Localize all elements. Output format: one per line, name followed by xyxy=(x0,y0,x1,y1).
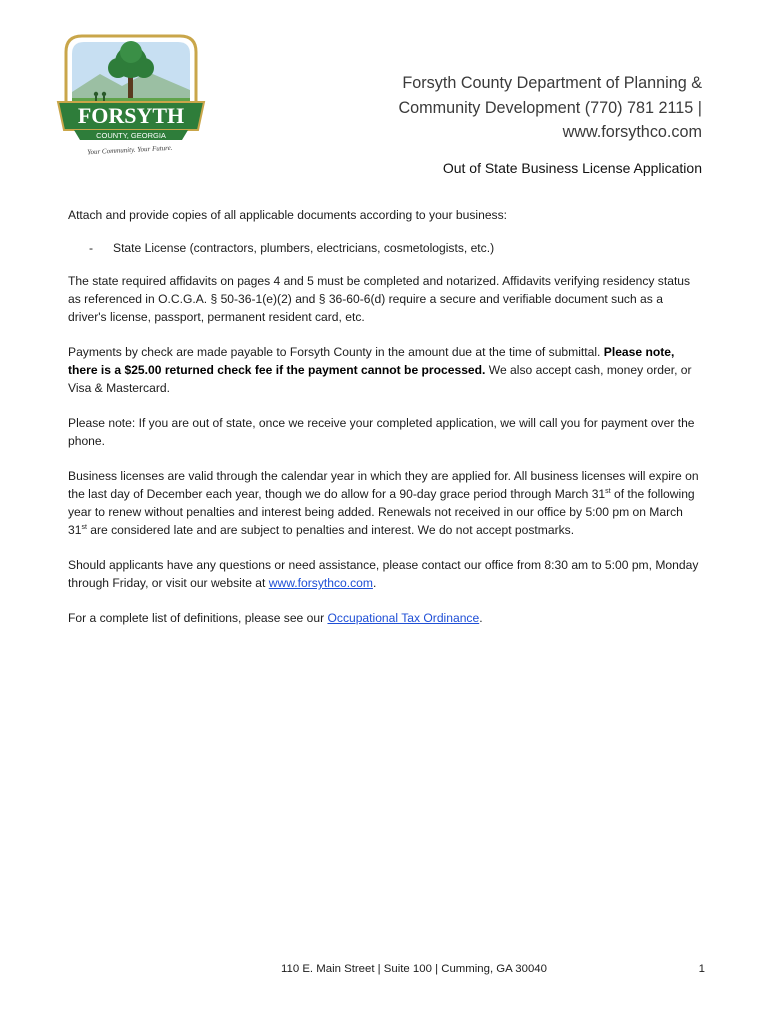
document-body xyxy=(68,206,702,644)
logo-tagline: Your Community. Your Future. xyxy=(87,143,173,156)
validity-text-3: are considered late and are subject to penalties and interest. We do not accept postmarks. xyxy=(86,523,575,537)
website-link[interactable]: www.forsythco.com xyxy=(268,576,373,590)
definitions-end: . xyxy=(479,611,483,625)
forsyth-county-logo xyxy=(52,28,210,156)
ordinal-suffix: st xyxy=(81,523,87,531)
questions-paragraph xyxy=(68,556,702,592)
intro-paragraph: Attach and provide copies of all applicable documents according to your business: xyxy=(68,208,507,222)
form-title: Out of State Business License Application xyxy=(442,160,702,176)
questions-text: Should applicants have any questions or need assistance, please contact our office from 8:30 am to 5:00 pm, Monday through Friday, or visit our website at xyxy=(68,558,699,590)
payment-text: Payments by check are made payable to Forsyth County in the amount due at the time of submittal. xyxy=(68,345,604,359)
list-item xyxy=(68,239,702,257)
payment-paragraph xyxy=(68,343,702,397)
payment-methods-text: We also accept cash, money order, or Visa & Mastercard. xyxy=(68,363,692,395)
validity-text-2: of the following year to renew without penalties and interest being added. Renewals not received in our office by 5:00 pm on March 31 xyxy=(68,487,695,537)
bullet-text-state-license: State License (contractors, plumbers, electricians, cosmetologists, etc.) xyxy=(113,241,495,255)
definitions-text: For a complete list of definitions, please see our xyxy=(68,611,328,625)
questions-end: . xyxy=(372,576,377,590)
bullet-marker: - xyxy=(89,241,94,255)
footer-address: 110 E. Main Street | Suite 100 | Cumming, GA 30040 xyxy=(281,963,547,975)
ordinance-link[interactable]: Occupational Tax Ordinance xyxy=(327,611,480,625)
logo-subname: COUNTY, GEORGIA xyxy=(96,131,166,140)
returned-check-notice: Please note, there is a $25.00 returned check fee if the payment cannot be processed. xyxy=(68,345,675,377)
ordinal-suffix: st xyxy=(605,487,611,495)
validity-paragraph xyxy=(68,467,702,539)
page-number: 1 xyxy=(698,963,705,975)
affidavits-paragraph: The state required affidavits on pages 4 and 5 must be completed and notarized. Affidavits verifying residency status as referenced in O.C.G.A. § 50-36-1(e)(2) and § 36-60-6(d) require a secure and verifiable document such as a driver's license, passport, permanent resident card, etc. xyxy=(68,274,691,324)
out-of-state-paragraph: Please note: If you are out of state, once we receive your completed application, we will call you for payment over the phone. xyxy=(68,416,695,448)
department-header: Forsyth County Department of Planning & Community Development (770) 781 2115 | www.forsythco.com xyxy=(398,74,702,141)
validity-text-1: Business licenses are valid through the calendar year in which they are applied for. All business licenses will expire on the last day of December each year, though we do allow for a 90-day grace period through March 31 xyxy=(68,469,699,501)
logo-name: FORSYTH xyxy=(77,103,185,128)
definitions-paragraph xyxy=(68,609,702,627)
